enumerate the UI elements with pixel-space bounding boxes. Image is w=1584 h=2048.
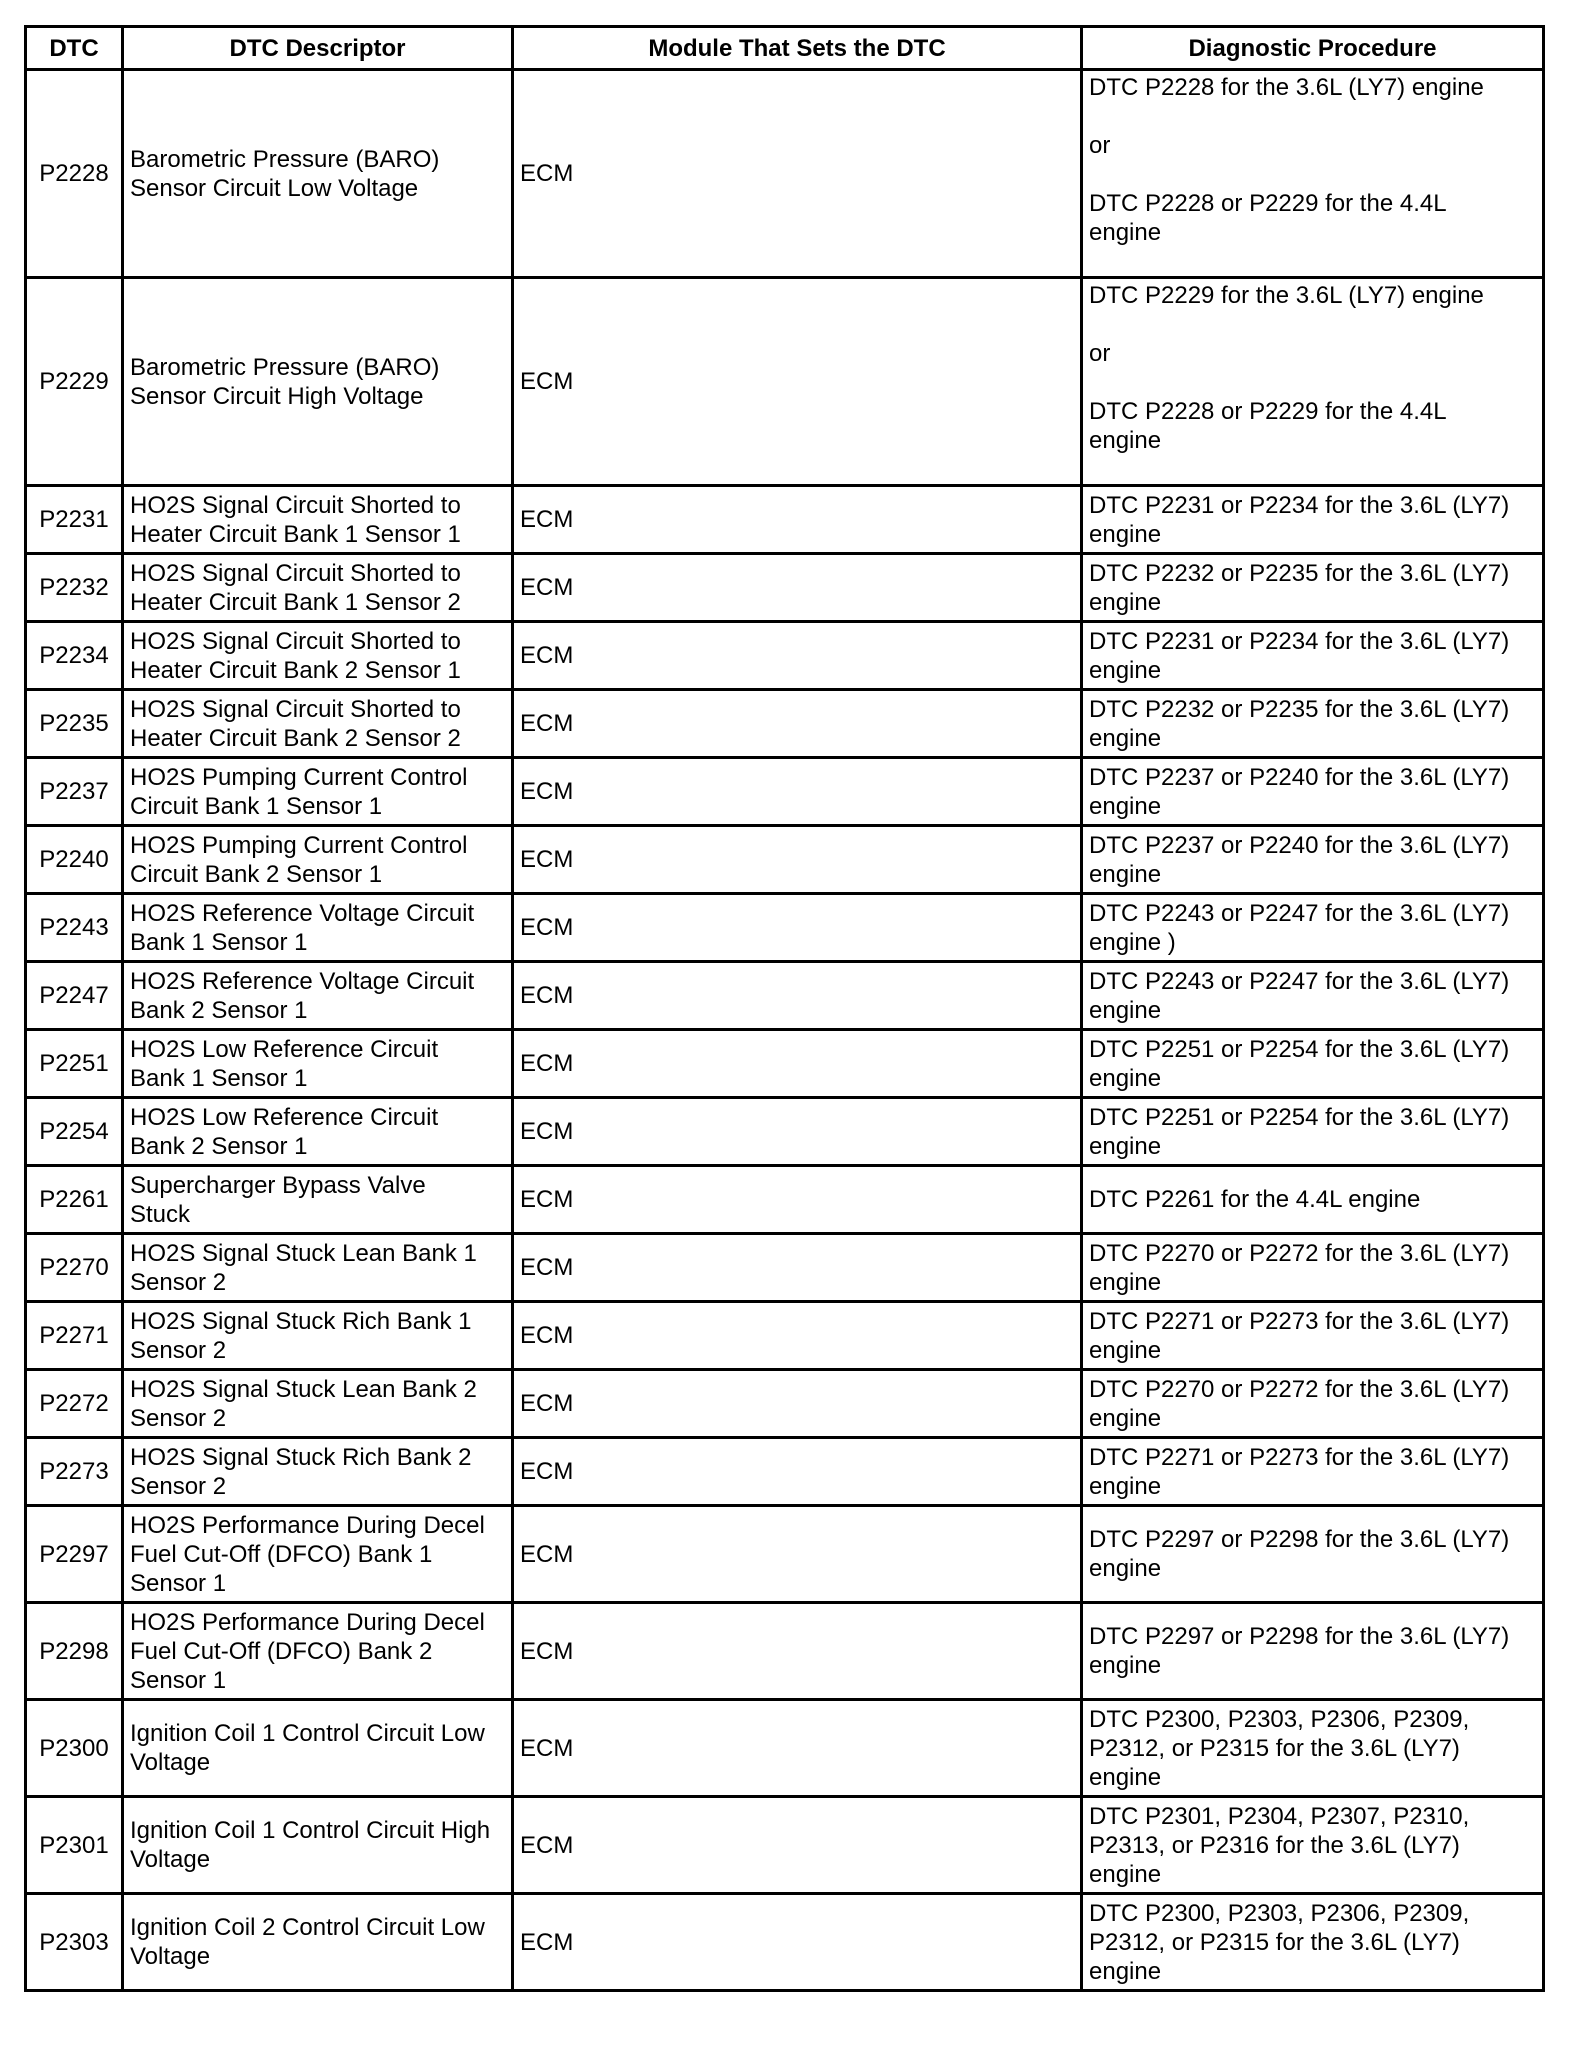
table-row [26, 1700, 1544, 1797]
table-row [26, 622, 1544, 690]
dtc-code-cell: P2235 [26, 690, 123, 758]
table-row [26, 554, 1544, 622]
dtc-code-cell: P2254 [26, 1098, 123, 1166]
module-cell: ECM [513, 758, 1082, 826]
dtc-code-cell: P2272 [26, 1370, 123, 1438]
procedure-cell: DTC P2251 or P2254 for the 3.6L (LY7) engine [1082, 1030, 1544, 1098]
module-cell: ECM [513, 486, 1082, 554]
dtc-table [24, 25, 1545, 1992]
dtc-code-cell: P2300 [26, 1700, 123, 1797]
table-row [26, 894, 1544, 962]
header-procedure: Diagnostic Procedure [1082, 27, 1544, 70]
procedure-cell: DTC P2261 for the 4.4L engine [1082, 1166, 1544, 1234]
descriptor-cell: HO2S Performance During Decel Fuel Cut-Off (DFCO) Bank 1 Sensor 1 [123, 1506, 513, 1603]
table-row [26, 1797, 1544, 1894]
module-cell: ECM [513, 1098, 1082, 1166]
procedure-cell: DTC P2231 or P2234 for the 3.6L (LY7) engine [1082, 486, 1544, 554]
module-cell: ECM [513, 1030, 1082, 1098]
header-dtc: DTC [26, 27, 123, 70]
procedure-cell: DTC P2228 for the 3.6L (LY7) engine or DTC P2228 or P2229 for the 4.4L engine [1082, 70, 1544, 278]
descriptor-cell: HO2S Signal Stuck Lean Bank 1 Sensor 2 [123, 1234, 513, 1302]
procedure-cell: DTC P2232 or P2235 for the 3.6L (LY7) engine [1082, 554, 1544, 622]
procedure-cell: DTC P2270 or P2272 for the 3.6L (LY7) engine [1082, 1234, 1544, 1302]
module-cell: ECM [513, 826, 1082, 894]
module-cell: ECM [513, 1797, 1082, 1894]
procedure-cell: DTC P2237 or P2240 for the 3.6L (LY7) engine [1082, 758, 1544, 826]
dtc-code-cell: P2229 [26, 278, 123, 486]
table-row [26, 962, 1544, 1030]
procedure-cell: DTC P2229 for the 3.6L (LY7) engine or DTC P2228 or P2229 for the 4.4L engine [1082, 278, 1544, 486]
module-cell: ECM [513, 690, 1082, 758]
procedure-cell: DTC P2271 or P2273 for the 3.6L (LY7) engine [1082, 1438, 1544, 1506]
procedure-cell: DTC P2243 or P2247 for the 3.6L (LY7) engine [1082, 962, 1544, 1030]
table-row [26, 1603, 1544, 1700]
descriptor-cell: HO2S Reference Voltage Circuit Bank 1 Sensor 1 [123, 894, 513, 962]
module-cell: ECM [513, 1302, 1082, 1370]
table-row [26, 826, 1544, 894]
descriptor-cell: HO2S Reference Voltage Circuit Bank 2 Sensor 1 [123, 962, 513, 1030]
procedure-cell: DTC P2232 or P2235 for the 3.6L (LY7) engine [1082, 690, 1544, 758]
module-cell: ECM [513, 1700, 1082, 1797]
header-descriptor: DTC Descriptor [123, 27, 513, 70]
descriptor-cell: Barometric Pressure (BARO) Sensor Circuit Low Voltage [123, 70, 513, 278]
module-cell: ECM [513, 1166, 1082, 1234]
module-cell: ECM [513, 70, 1082, 278]
descriptor-cell: HO2S Performance During Decel Fuel Cut-Off (DFCO) Bank 2 Sensor 1 [123, 1603, 513, 1700]
procedure-cell: DTC P2251 or P2254 for the 3.6L (LY7) engine [1082, 1098, 1544, 1166]
table-row [26, 1098, 1544, 1166]
procedure-cell: DTC P2297 or P2298 for the 3.6L (LY7) engine [1082, 1506, 1544, 1603]
descriptor-cell: Ignition Coil 1 Control Circuit High Voltage [123, 1797, 513, 1894]
dtc-code-cell: P2231 [26, 486, 123, 554]
descriptor-cell: HO2S Signal Stuck Lean Bank 2 Sensor 2 [123, 1370, 513, 1438]
table-header-row [26, 27, 1544, 70]
dtc-code-cell: P2247 [26, 962, 123, 1030]
table-row [26, 758, 1544, 826]
dtc-code-cell: P2240 [26, 826, 123, 894]
module-cell: ECM [513, 622, 1082, 690]
table-row [26, 278, 1544, 486]
table-row [26, 690, 1544, 758]
descriptor-cell: HO2S Low Reference Circuit Bank 2 Sensor 1 [123, 1098, 513, 1166]
table-row [26, 70, 1544, 278]
dtc-code-cell: P2228 [26, 70, 123, 278]
table-row [26, 1370, 1544, 1438]
table-body [26, 70, 1544, 1991]
module-cell: ECM [513, 1603, 1082, 1700]
descriptor-cell: HO2S Signal Circuit Shorted to Heater Circuit Bank 2 Sensor 1 [123, 622, 513, 690]
procedure-cell: DTC P2237 or P2240 for the 3.6L (LY7) engine [1082, 826, 1544, 894]
descriptor-cell: HO2S Signal Circuit Shorted to Heater Circuit Bank 1 Sensor 1 [123, 486, 513, 554]
dtc-code-cell: P2243 [26, 894, 123, 962]
module-cell: ECM [513, 1506, 1082, 1603]
procedure-cell: DTC P2301, P2304, P2307, P2310, P2313, or P2316 for the 3.6L (LY7) engine [1082, 1797, 1544, 1894]
table-row [26, 1234, 1544, 1302]
descriptor-cell: HO2S Signal Stuck Rich Bank 2 Sensor 2 [123, 1438, 513, 1506]
descriptor-cell: Ignition Coil 2 Control Circuit Low Voltage [123, 1894, 513, 1991]
descriptor-cell: Ignition Coil 1 Control Circuit Low Voltage [123, 1700, 513, 1797]
module-cell: ECM [513, 1370, 1082, 1438]
dtc-code-cell: P2232 [26, 554, 123, 622]
descriptor-cell: Barometric Pressure (BARO) Sensor Circuit High Voltage [123, 278, 513, 486]
descriptor-cell: HO2S Signal Circuit Shorted to Heater Circuit Bank 1 Sensor 2 [123, 554, 513, 622]
module-cell: ECM [513, 278, 1082, 486]
header-module: Module That Sets the DTC [513, 27, 1082, 70]
dtc-code-cell: P2237 [26, 758, 123, 826]
dtc-code-cell: P2298 [26, 1603, 123, 1700]
dtc-code-cell: P2251 [26, 1030, 123, 1098]
module-cell: ECM [513, 1234, 1082, 1302]
dtc-code-cell: P2234 [26, 622, 123, 690]
dtc-code-cell: P2301 [26, 1797, 123, 1894]
descriptor-cell: HO2S Pumping Current Control Circuit Bank 1 Sensor 1 [123, 758, 513, 826]
procedure-cell: DTC P2300, P2303, P2306, P2309, P2312, or P2315 for the 3.6L (LY7) engine [1082, 1700, 1544, 1797]
table-row [26, 1302, 1544, 1370]
dtc-code-cell: P2261 [26, 1166, 123, 1234]
descriptor-cell: HO2S Signal Stuck Rich Bank 1 Sensor 2 [123, 1302, 513, 1370]
table-row [26, 1506, 1544, 1603]
procedure-cell: DTC P2243 or P2247 for the 3.6L (LY7) engine ) [1082, 894, 1544, 962]
descriptor-cell: HO2S Pumping Current Control Circuit Bank 2 Sensor 1 [123, 826, 513, 894]
table-row [26, 1438, 1544, 1506]
procedure-cell: DTC P2297 or P2298 for the 3.6L (LY7) engine [1082, 1603, 1544, 1700]
module-cell: ECM [513, 894, 1082, 962]
descriptor-cell: HO2S Low Reference Circuit Bank 1 Sensor 1 [123, 1030, 513, 1098]
module-cell: ECM [513, 1438, 1082, 1506]
dtc-code-cell: P2297 [26, 1506, 123, 1603]
table-row [26, 1894, 1544, 1991]
dtc-code-cell: P2273 [26, 1438, 123, 1506]
descriptor-cell: Supercharger Bypass Valve Stuck [123, 1166, 513, 1234]
table-row [26, 486, 1544, 554]
dtc-code-cell: P2270 [26, 1234, 123, 1302]
module-cell: ECM [513, 962, 1082, 1030]
procedure-cell: DTC P2271 or P2273 for the 3.6L (LY7) engine [1082, 1302, 1544, 1370]
descriptor-cell: HO2S Signal Circuit Shorted to Heater Circuit Bank 2 Sensor 2 [123, 690, 513, 758]
table-row [26, 1030, 1544, 1098]
dtc-code-cell: P2303 [26, 1894, 123, 1991]
procedure-cell: DTC P2270 or P2272 for the 3.6L (LY7) engine [1082, 1370, 1544, 1438]
module-cell: ECM [513, 554, 1082, 622]
procedure-cell: DTC P2300, P2303, P2306, P2309, P2312, or P2315 for the 3.6L (LY7) engine [1082, 1894, 1544, 1991]
dtc-code-cell: P2271 [26, 1302, 123, 1370]
table-row [26, 1166, 1544, 1234]
dtc-table-container [24, 25, 1545, 1992]
procedure-cell: DTC P2231 or P2234 for the 3.6L (LY7) engine [1082, 622, 1544, 690]
module-cell: ECM [513, 1894, 1082, 1991]
